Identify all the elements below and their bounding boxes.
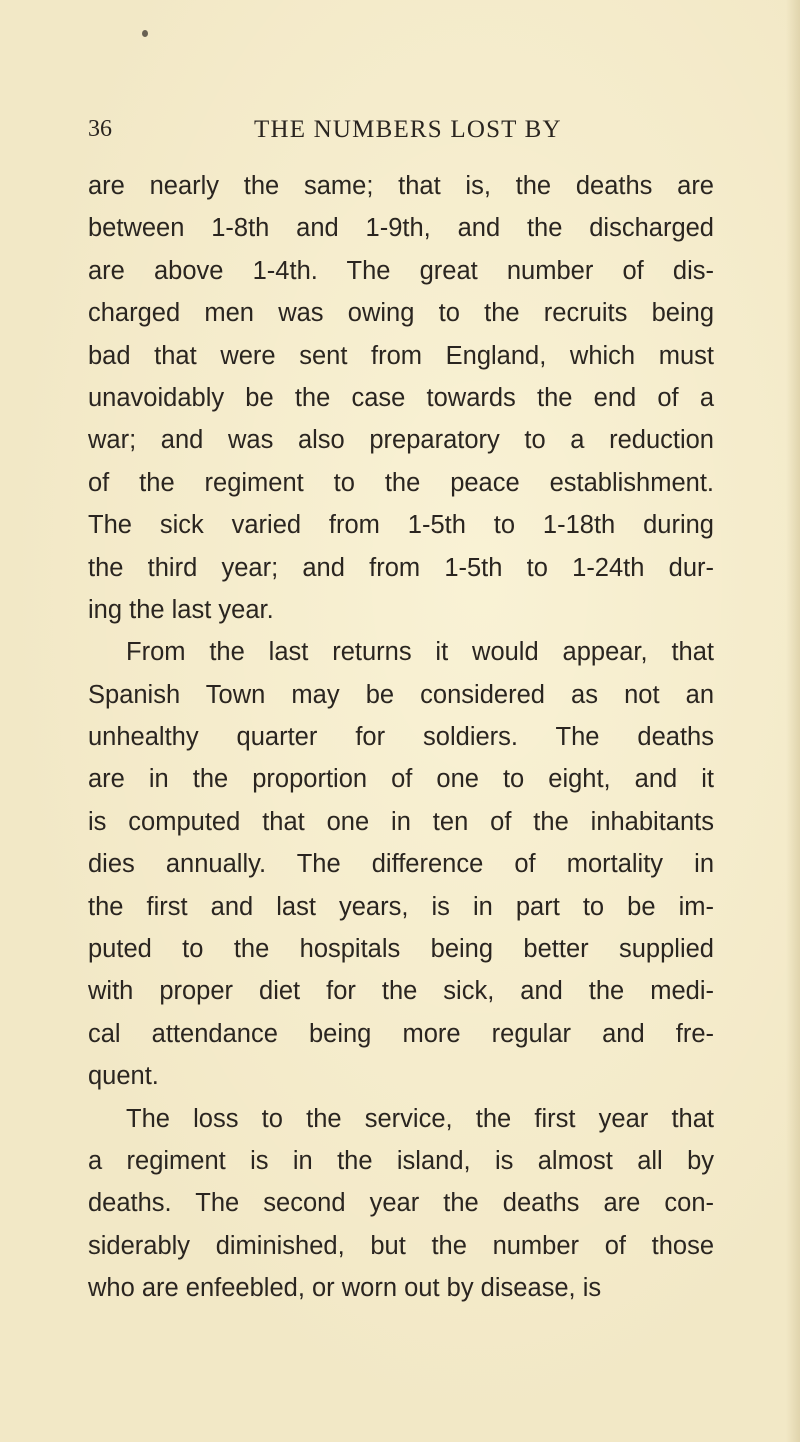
text-line: ing the last year. bbox=[88, 595, 274, 624]
body-text bbox=[88, 165, 714, 1310]
text-line: between 1-8th and 1-9th, and the discharged bbox=[88, 214, 714, 243]
text-line: Spanish Town may be considered as not an bbox=[88, 680, 714, 709]
text-line: war; and was also preparatory to a reduction bbox=[88, 426, 714, 455]
page-number: 36 bbox=[88, 116, 112, 142]
ink-speck bbox=[142, 30, 148, 37]
running-head: THE NUMBERS LOST BY bbox=[254, 116, 562, 143]
text-line: siderably diminished, but the number of those bbox=[88, 1231, 714, 1260]
text-line: deaths. The second year the deaths are con- bbox=[88, 1189, 714, 1218]
text-line: of the regiment to the peace establishment. bbox=[88, 468, 714, 497]
text-line: bad that were sent from England, which must bbox=[88, 341, 714, 370]
text-line: The loss to the service, the first year that bbox=[126, 1104, 714, 1133]
text-line: cal attendance being more regular and fre- bbox=[88, 1019, 714, 1048]
text-line: charged men was owing to the recruits being bbox=[88, 299, 714, 328]
text-line: puted to the hospitals being better supplied bbox=[88, 935, 714, 964]
text-line: The sick varied from 1-5th to 1-18th during bbox=[88, 511, 714, 540]
page-edge-shadow bbox=[786, 0, 800, 1442]
paragraph bbox=[88, 631, 714, 1097]
text-line: who are enfeebled, or worn out by disease, is bbox=[88, 1274, 602, 1303]
text-line: unhealthy quarter for soldiers. The deaths bbox=[88, 723, 714, 752]
text-line: a regiment is in the island, is almost all by bbox=[88, 1146, 714, 1175]
text-line: quent. bbox=[88, 1062, 159, 1091]
text-line: unavoidably be the case towards the end of a bbox=[88, 383, 714, 412]
text-line: dies annually. The difference of mortality in bbox=[88, 850, 714, 879]
paragraph bbox=[88, 165, 714, 631]
text-line: the third year; and from 1-5th to 1-24th dur- bbox=[88, 553, 714, 582]
paragraph bbox=[88, 1098, 714, 1310]
text-line: with proper diet for the sick, and the medi- bbox=[88, 977, 714, 1006]
page-header bbox=[0, 116, 800, 156]
text-line: is computed that one in ten of the inhabitants bbox=[88, 807, 714, 836]
text-line: are nearly the same; that is, the deaths are bbox=[88, 172, 714, 200]
text-line: From the last returns it would appear, that bbox=[126, 638, 714, 667]
text-line: are above 1-4th. The great number of dis- bbox=[88, 256, 714, 285]
text-line: are in the proportion of one to eight, and it bbox=[88, 765, 714, 794]
text-line: the first and last years, is in part to be im- bbox=[88, 892, 714, 921]
